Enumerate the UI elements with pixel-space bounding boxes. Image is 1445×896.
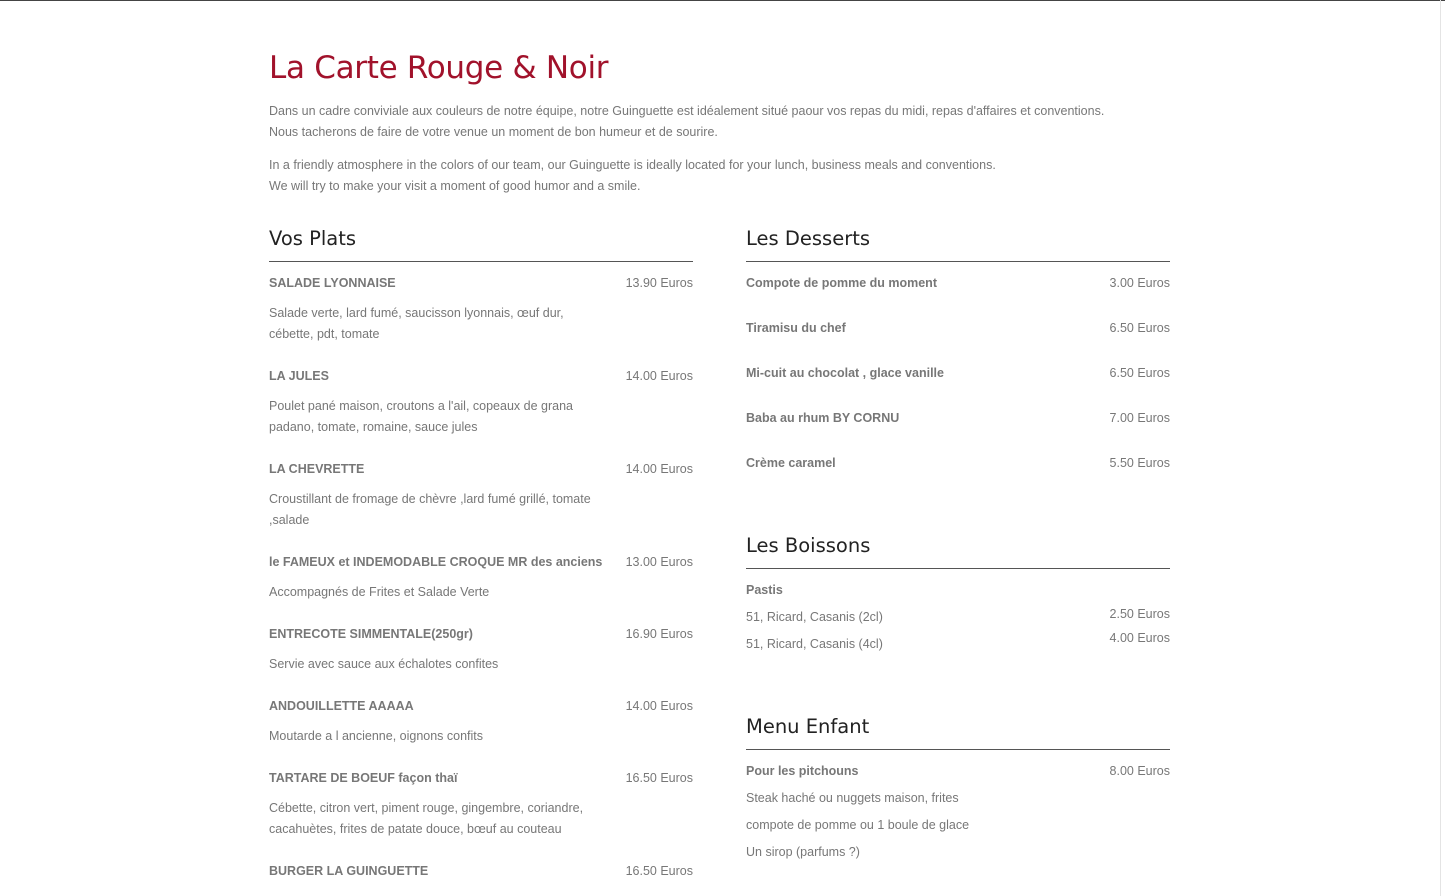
- section-title-enfant: Menu Enfant: [746, 713, 1170, 750]
- drink-group-name: Pastis: [746, 583, 783, 597]
- item-name: Mi-cuit au chocolat , glace vanille: [746, 366, 944, 380]
- item-name: LA CHEVRETTE: [269, 462, 365, 476]
- section-title-plats: Vos Plats: [269, 225, 693, 262]
- section-plats: [269, 225, 693, 896]
- kids-menu-line: Steak haché ou nuggets maison, frites: [746, 791, 959, 805]
- item-price: 16.90 Euros: [625, 627, 693, 641]
- item-price: 7.00 Euros: [1109, 411, 1170, 425]
- page-title: La Carte Rouge & Noir: [269, 50, 609, 86]
- item-price: 6.50 Euros: [1109, 321, 1170, 335]
- item-price: 16.50 Euros: [625, 771, 693, 785]
- item-price: 6.50 Euros: [1109, 366, 1170, 380]
- kids-menu-line: compote de pomme ou 1 boule de glace: [746, 818, 970, 832]
- item-name: Compote de pomme du moment: [746, 276, 937, 290]
- item-description: Poulet pané maison, croutons a l'ail, copeaux de grana padano, tomate, romaine, sauce jules: [269, 399, 573, 434]
- item-name: ANDOUILLETTE AAAAA: [269, 699, 414, 713]
- right-scroll-edge: [1440, 0, 1441, 896]
- top-border: [0, 0, 1445, 1]
- item-name: BURGER LA GUINGUETTE: [269, 864, 429, 878]
- item-price: 13.90 Euros: [625, 276, 693, 290]
- drink-item-name: 51, Ricard, Casanis (4cl): [746, 637, 883, 651]
- item-price: 14.00 Euros: [625, 699, 693, 713]
- item-description: Servie avec sauce aux échalotes confites: [269, 657, 499, 671]
- item-price: 14.00 Euros: [625, 369, 693, 383]
- item-description: Moutarde a l ancienne, oignons confits: [269, 729, 484, 743]
- drink-item-name: 51, Ricard, Casanis (2cl): [746, 610, 883, 624]
- intro-en-line-1: In a friendly atmosphere in the colors of our team, our Guinguette is ideally located for your lunch, business meals and conventions.: [269, 158, 996, 172]
- intro-fr-line-2: Nous tacherons de faire de votre venue un moment de bon humeur et de sourire.: [269, 125, 718, 139]
- intro-french: [269, 101, 1129, 143]
- item-description: Salade verte, lard fumé, saucisson lyonnais, œuf dur, cébette, pdt, tomate: [269, 306, 564, 341]
- item-name: TARTARE DE BOEUF façon thaï: [269, 771, 458, 785]
- item-price: 13.00 Euros: [625, 555, 693, 569]
- item-price: 3.00 Euros: [1109, 276, 1170, 290]
- item-name: LA JULES: [269, 369, 329, 383]
- intro-fr-line-1: Dans un cadre conviviale aux couleurs de notre équipe, notre Guinguette est idéalement situé paour vos repas du midi, repas d'affaires et conventions.: [269, 104, 1105, 118]
- section-title-boissons: Les Boissons: [746, 532, 1170, 569]
- section-title-desserts: Les Desserts: [746, 225, 1170, 262]
- item-description: Croustillant de fromage de chèvre ,lard fumé grillé, tomate ,salade: [269, 492, 591, 527]
- item-price: 5.50 Euros: [1109, 456, 1170, 470]
- item-name: Baba au rhum BY CORNU: [746, 411, 900, 425]
- item-name: Crème caramel: [746, 456, 836, 470]
- item-description: Cébette, citron vert, piment rouge, gingembre, coriandre, cacahuètes, frites de patate douce, bœuf au couteau: [269, 801, 584, 836]
- kids-menu-name: Pour les pitchouns: [746, 764, 859, 778]
- drink-item-price: 2.50 Euros: [1109, 607, 1170, 621]
- item-price: 14.00 Euros: [625, 462, 693, 476]
- intro-en-line-2: We will try to make your visit a moment of good humor and a smile.: [269, 179, 641, 193]
- item-price: 16.50 Euros: [625, 864, 693, 878]
- kids-menu-line: Un sirop (parfums ?): [746, 845, 860, 859]
- section-boissons: [746, 532, 1170, 651]
- kids-menu-price: 8.00 Euros: [1109, 764, 1170, 778]
- section-right-column: [746, 225, 1170, 896]
- section-enfant: [746, 713, 1170, 859]
- intro-english: [269, 155, 1129, 197]
- item-name: SALADE LYONNAISE: [269, 276, 396, 290]
- item-name: ENTRECOTE SIMMENTALE(250gr): [269, 627, 473, 641]
- item-name: le FAMEUX et INDEMODABLE CROQUE MR des anciens: [269, 555, 603, 569]
- item-name: Tiramisu du chef: [746, 321, 846, 335]
- drink-item-price: 4.00 Euros: [1109, 631, 1170, 645]
- item-description: Accompagnés de Frites et Salade Verte: [269, 585, 490, 599]
